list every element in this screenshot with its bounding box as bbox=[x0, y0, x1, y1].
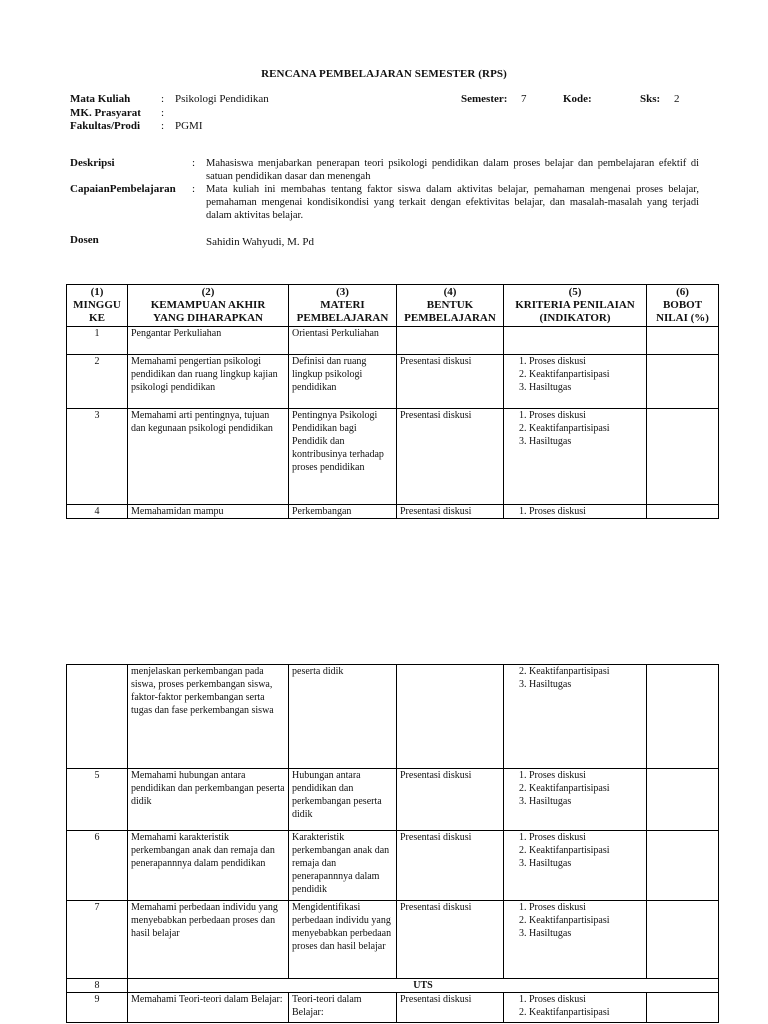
column-header-line: PEMBELAJARAN bbox=[404, 312, 496, 324]
kriteria-cell bbox=[504, 409, 647, 505]
kriteria-cell bbox=[504, 901, 647, 979]
fakultas-value: PGMI bbox=[175, 120, 203, 132]
materi-cell: Perkembangan bbox=[289, 505, 397, 519]
semester-value: 7 bbox=[521, 93, 527, 105]
materi-cell: Definisi dan ruang lingkup psikologi pendidikan bbox=[289, 355, 397, 409]
week-cell: 7 bbox=[67, 901, 128, 979]
column-header-line: (3) bbox=[336, 286, 349, 298]
column-header-line: PEMBELAJARAN bbox=[296, 312, 389, 324]
table-row bbox=[67, 769, 719, 831]
table-row bbox=[67, 505, 719, 519]
table-row bbox=[67, 993, 719, 1023]
materi-cell: peserta didik bbox=[289, 665, 397, 769]
bobot-cell bbox=[647, 505, 719, 519]
kode-label: Kode: bbox=[563, 93, 592, 105]
bobot-cell bbox=[647, 901, 719, 979]
bentuk-cell: Presentasi diskusi bbox=[397, 831, 504, 901]
kriteria-cell bbox=[504, 665, 647, 769]
table-row bbox=[67, 327, 719, 355]
week-cell: 5 bbox=[67, 769, 128, 831]
kriteria-list bbox=[507, 665, 643, 691]
sks-value: 2 bbox=[674, 93, 680, 105]
materi-cell: Pentingnya Psikologi Pendidikan bagi Pendidik dan kontribusinya terhadap proses pendidikan bbox=[289, 409, 397, 505]
kriteria-item: 3. Hasiltugas bbox=[529, 857, 643, 870]
kemampuan-cell: Memahami karakteristik perkembangan anak dan remaja dan penerapannnya dalam pendidikan bbox=[128, 831, 289, 901]
kriteria-list bbox=[507, 831, 643, 870]
kriteria-item: 2. Keaktifanpartisipasi bbox=[529, 914, 643, 927]
colon: : bbox=[161, 93, 165, 105]
rps-table-page-2 bbox=[66, 664, 719, 1023]
bentuk-cell bbox=[397, 665, 504, 769]
column-header-line: YANG DIHARAPKAN bbox=[153, 312, 263, 324]
column-header bbox=[289, 285, 397, 327]
bentuk-cell: Presentasi diskusi bbox=[397, 901, 504, 979]
column-header-line: (4) bbox=[443, 286, 457, 298]
uts-row bbox=[67, 979, 719, 993]
kriteria-item: 2. Keaktifanpartisipasi bbox=[529, 844, 643, 857]
bentuk-cell: Presentasi diskusi bbox=[397, 505, 504, 519]
column-header-line: MINGGU bbox=[73, 299, 121, 311]
kriteria-list bbox=[507, 505, 643, 518]
colon: : bbox=[161, 120, 165, 132]
week-cell: 3 bbox=[67, 409, 128, 505]
week-cell: 4 bbox=[67, 505, 128, 519]
bobot-cell bbox=[647, 993, 719, 1023]
bentuk-cell bbox=[397, 327, 504, 355]
semester-label: Semester: bbox=[461, 93, 508, 105]
bentuk-cell: Presentasi diskusi bbox=[397, 993, 504, 1023]
rps-table-page-1 bbox=[66, 284, 719, 519]
capaian-label: CapaianPembelajaran bbox=[70, 183, 176, 195]
deskripsi-text: Mahasiswa menjabarkan penerapan teori psikologi pendidikan dalam proses belajar dan pembelajaran efektif di satuan pendidikan dasar dan menengah bbox=[206, 158, 699, 182]
week-cell: 2 bbox=[67, 355, 128, 409]
document-title: RENCANA PEMBELAJARAN SEMESTER (RPS) bbox=[261, 68, 507, 80]
bentuk-cell: Presentasi diskusi bbox=[397, 769, 504, 831]
materi-cell: Orientasi Perkuliahan bbox=[289, 327, 397, 355]
kriteria-item: 3. Hasiltugas bbox=[529, 435, 643, 448]
week-cell bbox=[67, 665, 128, 769]
kriteria-item: 2. Keaktifanpartisipasi bbox=[529, 665, 643, 678]
uts-label: UTS bbox=[128, 979, 719, 993]
column-header-line: (6) bbox=[676, 286, 689, 298]
kemampuan-cell: Memahamidan mampu bbox=[128, 505, 289, 519]
bobot-cell bbox=[647, 409, 719, 505]
column-header bbox=[647, 285, 719, 327]
column-header-line: BOBOT bbox=[662, 299, 703, 311]
dosen-label: Dosen bbox=[70, 234, 99, 246]
column-header-line: (INDIKATOR) bbox=[539, 312, 611, 324]
kriteria-item: 1. Proses diskusi bbox=[529, 505, 643, 518]
kriteria-cell bbox=[504, 993, 647, 1023]
kemampuan-cell: Pengantar Perkuliahan bbox=[128, 327, 289, 355]
column-header-line: KEMAMPUAN AKHIR bbox=[150, 299, 266, 311]
kriteria-list bbox=[507, 355, 643, 394]
kriteria-item: 3. Hasiltugas bbox=[529, 927, 643, 940]
colon: : bbox=[161, 107, 165, 119]
kriteria-item: 2. Keaktifanpartisipasi bbox=[529, 368, 643, 381]
kriteria-item: 1. Proses diskusi bbox=[529, 831, 643, 844]
fakultas-label: Fakultas/Prodi bbox=[70, 120, 141, 132]
kriteria-list bbox=[507, 901, 643, 940]
column-header-line: BENTUK bbox=[426, 299, 474, 311]
week-cell: 8 bbox=[67, 979, 128, 993]
bobot-cell bbox=[647, 769, 719, 831]
bentuk-cell: Presentasi diskusi bbox=[397, 355, 504, 409]
column-header bbox=[67, 285, 128, 327]
kriteria-item: 1. Proses diskusi bbox=[529, 769, 643, 782]
materi-cell: Mengidentifikasi perbedaan individu yang menyebabkan perbedaan proses dan hasil belajar bbox=[289, 901, 397, 979]
table-row bbox=[67, 901, 719, 979]
kriteria-cell bbox=[504, 505, 647, 519]
bobot-cell bbox=[647, 665, 719, 769]
prasyarat-label: MK. Prasyarat bbox=[70, 107, 141, 119]
colon: : bbox=[192, 157, 196, 169]
capaian-text: Mata kuliah ini membahas tentang faktor siswa dalam aktivitas belajar, pemahaman mengenai proses belajar, pemahaman mengenai kondisikondisi yang terkait dengan efektivitas belajar, dan masalah-masalah yang terjadi dalam aktivitas belajar. bbox=[206, 184, 699, 221]
week-cell: 1 bbox=[67, 327, 128, 355]
kemampuan-cell: Memahami perbedaan individu yang menyebabkan perbedaan proses dan hasil belajar bbox=[128, 901, 289, 979]
kemampuan-cell: menjelaskan perkembangan pada siswa, proses perkembangan siswa, faktor-faktor perkembangan serta tugas dan fase perkembangan siswa bbox=[128, 665, 289, 769]
kriteria-item: 3. Hasiltugas bbox=[529, 678, 643, 691]
week-cell: 9 bbox=[67, 993, 128, 1023]
mata-kuliah-value: Psikologi Pendidikan bbox=[175, 93, 269, 105]
dosen-value: Sahidin Wahyudi, M. Pd bbox=[206, 236, 315, 248]
kriteria-cell bbox=[504, 355, 647, 409]
kriteria-cell bbox=[504, 831, 647, 901]
sks-label: Sks: bbox=[640, 93, 661, 105]
column-header-line: NILAI (%) bbox=[656, 312, 709, 324]
kriteria-item: 1. Proses diskusi bbox=[529, 901, 643, 914]
column-header-line: (2) bbox=[201, 286, 215, 298]
column-header-line: MATERI bbox=[320, 299, 365, 311]
table-row bbox=[67, 409, 719, 505]
kriteria-list bbox=[507, 993, 643, 1019]
column-header-line: (5) bbox=[568, 286, 582, 298]
kriteria-item: 2. Keaktifanpartisipasi bbox=[529, 1006, 643, 1019]
kriteria-list bbox=[507, 409, 643, 448]
kriteria-item: 2. Keaktifanpartisipasi bbox=[529, 422, 643, 435]
kemampuan-cell: Memahami Teori-teori dalam Belajar: bbox=[128, 993, 289, 1023]
kemampuan-cell: Memahami hubungan antara pendidikan dan perkembangan peserta didik bbox=[128, 769, 289, 831]
bobot-cell bbox=[647, 327, 719, 355]
kemampuan-cell: Memahami arti pentingnya, tujuan dan kegunaan psikologi pendidikan bbox=[128, 409, 289, 505]
bobot-cell bbox=[647, 831, 719, 901]
column-header-line: KE bbox=[89, 312, 105, 324]
kriteria-item: 1. Proses diskusi bbox=[529, 993, 643, 1006]
table-row bbox=[67, 831, 719, 901]
kriteria-cell bbox=[504, 769, 647, 831]
week-cell: 6 bbox=[67, 831, 128, 901]
deskripsi-label: Deskripsi bbox=[70, 157, 115, 169]
column-header bbox=[504, 285, 647, 327]
kriteria-list bbox=[507, 769, 643, 808]
column-header bbox=[397, 285, 504, 327]
kriteria-item: 1. Proses diskusi bbox=[529, 355, 643, 368]
kriteria-cell bbox=[504, 327, 647, 355]
colon: : bbox=[192, 183, 196, 195]
kriteria-item: 2. Keaktifanpartisipasi bbox=[529, 782, 643, 795]
column-header bbox=[128, 285, 289, 327]
mata-kuliah-label: Mata Kuliah bbox=[70, 93, 131, 105]
table-row bbox=[67, 665, 719, 769]
column-header-line: (1) bbox=[90, 286, 104, 298]
materi-cell: Hubungan antara pendidikan dan perkembangan peserta didik bbox=[289, 769, 397, 831]
kriteria-item: 3. Hasiltugas bbox=[529, 381, 643, 394]
bentuk-cell: Presentasi diskusi bbox=[397, 409, 504, 505]
materi-cell: Teori-teori dalam Belajar: bbox=[289, 993, 397, 1023]
bobot-cell bbox=[647, 355, 719, 409]
column-header-line: KRITERIA PENILAIAN bbox=[515, 299, 635, 311]
kriteria-item: 3. Hasiltugas bbox=[529, 795, 643, 808]
table-row bbox=[67, 355, 719, 409]
kriteria-item: 1. Proses diskusi bbox=[529, 409, 643, 422]
kemampuan-cell: Memahami pengertian psikologi pendidikan dan ruang lingkup kajian psikologi pendidikan bbox=[128, 355, 289, 409]
materi-cell: Karakteristik perkembangan anak dan remaja dan penerapannnya dalam pendidik bbox=[289, 831, 397, 901]
